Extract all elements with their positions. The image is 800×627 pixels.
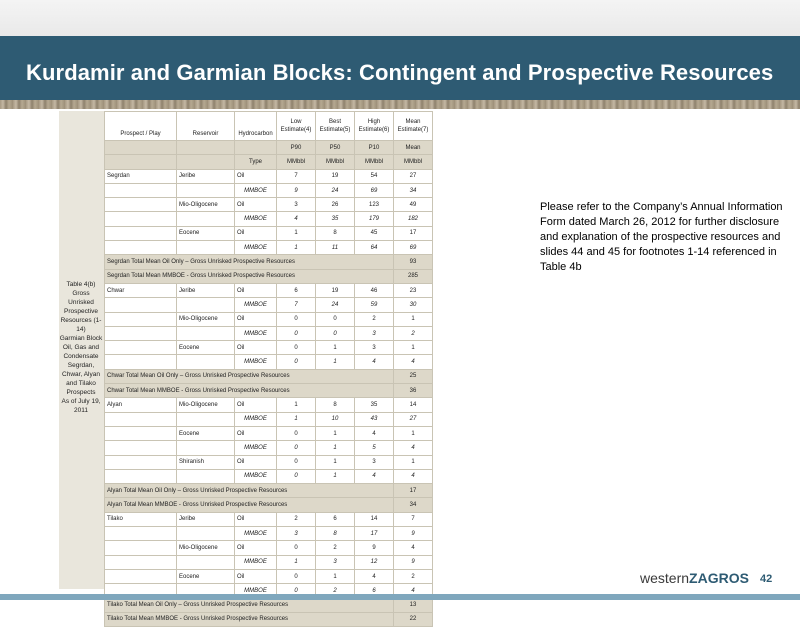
total-label: Segrdan Total Mean MMBOE - Gross Unrisked Prospective Resources bbox=[105, 269, 394, 283]
cell-value: 1 bbox=[277, 398, 316, 412]
cell-reservoir bbox=[177, 298, 235, 312]
cell-value: 7 bbox=[394, 512, 433, 526]
cell-value: 12 bbox=[355, 555, 394, 569]
total-label: Alyan Total Mean MMBOE - Gross Unrisked Prospective Resources bbox=[105, 498, 394, 512]
table-row bbox=[105, 298, 433, 312]
cell-value: 69 bbox=[394, 241, 433, 255]
side-label-line: Unrisked bbox=[68, 299, 94, 306]
type-label: Type bbox=[235, 155, 277, 169]
cell-value: 1 bbox=[316, 355, 355, 369]
total-row bbox=[105, 484, 433, 498]
total-value: 34 bbox=[394, 498, 433, 512]
cell-hydrocarbon: Oil bbox=[235, 341, 277, 355]
cell-value: 35 bbox=[316, 212, 355, 226]
cell-hydrocarbon: MMBOE bbox=[235, 183, 277, 197]
cell-value: 3 bbox=[355, 455, 394, 469]
total-value: 93 bbox=[394, 255, 433, 269]
col-header-mean: Mean Estimate(7) bbox=[394, 112, 433, 141]
cell-hydrocarbon: Oil bbox=[235, 198, 277, 212]
cell-value: 5 bbox=[355, 441, 394, 455]
table-row bbox=[105, 512, 433, 526]
cell-value: 1 bbox=[277, 226, 316, 240]
table-row bbox=[105, 426, 433, 440]
cell-prospect: Segrdan bbox=[105, 169, 177, 183]
cell-value: 1 bbox=[394, 341, 433, 355]
side-label-line: Segrdan, bbox=[67, 362, 95, 369]
prob-p10: P10 bbox=[355, 141, 394, 155]
col-header-high: High Estimate(6) bbox=[355, 112, 394, 141]
cell-reservoir bbox=[177, 212, 235, 226]
side-label-line: Table 4(b) bbox=[66, 281, 96, 288]
cell-value: 8 bbox=[316, 226, 355, 240]
cell-value: 49 bbox=[394, 198, 433, 212]
table-header-row bbox=[105, 112, 433, 141]
total-row bbox=[105, 612, 433, 626]
table-row bbox=[105, 198, 433, 212]
cell-hydrocarbon: Oil bbox=[235, 226, 277, 240]
cell-value: 1 bbox=[316, 469, 355, 483]
cell-reservoir bbox=[177, 241, 235, 255]
table-row bbox=[105, 241, 433, 255]
cell-value: 4 bbox=[394, 441, 433, 455]
cell-value: 6 bbox=[316, 512, 355, 526]
cell-reservoir: Shiranish bbox=[177, 455, 235, 469]
cell-prospect bbox=[105, 426, 177, 440]
cell-value: 3 bbox=[277, 527, 316, 541]
cell-value: 0 bbox=[277, 455, 316, 469]
unit-label: MMbbl bbox=[355, 155, 394, 169]
cell-reservoir: Mio-Oligocene bbox=[177, 312, 235, 326]
cell-hydrocarbon: Oil bbox=[235, 312, 277, 326]
cell-value: 4 bbox=[355, 355, 394, 369]
table-row bbox=[105, 555, 433, 569]
total-row bbox=[105, 598, 433, 612]
unit-label: MMbbl bbox=[277, 155, 316, 169]
cell-hydrocarbon: Oil bbox=[235, 283, 277, 297]
table-body bbox=[105, 169, 433, 627]
cell-value: 123 bbox=[355, 198, 394, 212]
cell-prospect bbox=[105, 555, 177, 569]
cell-value: 9 bbox=[394, 555, 433, 569]
col-header-prospect: Prospect / Play bbox=[105, 112, 177, 141]
cell-value: 2 bbox=[316, 584, 355, 598]
cell-prospect bbox=[105, 241, 177, 255]
table-row bbox=[105, 312, 433, 326]
cell-value: 1 bbox=[316, 455, 355, 469]
side-label-line: 14) bbox=[76, 326, 86, 333]
cell-value: 0 bbox=[316, 326, 355, 340]
cell-reservoir: Mio-Oligocene bbox=[177, 541, 235, 555]
cell-hydrocarbon: MMBOE bbox=[235, 584, 277, 598]
texture-strip bbox=[0, 100, 800, 109]
total-label: Chwar Total Mean MMBOE - Gross Unrisked Prospective Resources bbox=[105, 384, 394, 398]
total-label: Segrdan Total Mean Oil Only – Gross Unrisked Prospective Resources bbox=[105, 255, 394, 269]
cell-prospect bbox=[105, 341, 177, 355]
table-prob-row bbox=[105, 141, 433, 155]
cell-value: 3 bbox=[355, 326, 394, 340]
slide-title: Kurdamir and Garmian Blocks: Contingent and Prospective Resources bbox=[26, 60, 774, 85]
prob-p50: P50 bbox=[316, 141, 355, 155]
table-row bbox=[105, 341, 433, 355]
cell-reservoir bbox=[177, 469, 235, 483]
cell-value: 0 bbox=[277, 341, 316, 355]
cell-value: 24 bbox=[316, 183, 355, 197]
unit-label: MMbbl bbox=[316, 155, 355, 169]
col-header-reservoir: Reservoir bbox=[177, 112, 235, 141]
top-band bbox=[0, 0, 800, 36]
cell-value: 0 bbox=[277, 312, 316, 326]
cell-value: 34 bbox=[394, 183, 433, 197]
total-label: Tilako Total Mean Oil Only – Gross Unrisked Prospective Resources bbox=[105, 598, 394, 612]
cell-hydrocarbon: Oil bbox=[235, 569, 277, 583]
total-label: Chwar Total Mean Oil Only – Gross Unrisked Prospective Resources bbox=[105, 369, 394, 383]
cell-hydrocarbon: MMBOE bbox=[235, 241, 277, 255]
cell-reservoir: Mio-Oligocene bbox=[177, 398, 235, 412]
total-value: 22 bbox=[394, 612, 433, 626]
cell-hydrocarbon: Oil bbox=[235, 426, 277, 440]
cell-reservoir bbox=[177, 183, 235, 197]
cell-prospect: Alyan bbox=[105, 398, 177, 412]
cell-value: 4 bbox=[355, 469, 394, 483]
cell-reservoir: Jeribe bbox=[177, 169, 235, 183]
cell-value: 0 bbox=[316, 312, 355, 326]
cell-value: 45 bbox=[355, 226, 394, 240]
unit-label: MMbbl bbox=[394, 155, 433, 169]
cell-value: 9 bbox=[355, 541, 394, 555]
cell-value: 1 bbox=[277, 241, 316, 255]
table-row bbox=[105, 326, 433, 340]
cell-prospect bbox=[105, 569, 177, 583]
cell-hydrocarbon: MMBOE bbox=[235, 298, 277, 312]
cell-value: 14 bbox=[355, 512, 394, 526]
total-value: 13 bbox=[394, 598, 433, 612]
prob-mean: Mean bbox=[394, 141, 433, 155]
cell-prospect bbox=[105, 198, 177, 212]
cell-prospect bbox=[105, 312, 177, 326]
cell-value: 182 bbox=[394, 212, 433, 226]
cell-hydrocarbon: MMBOE bbox=[235, 469, 277, 483]
cell-prospect bbox=[105, 355, 177, 369]
cell-hydrocarbon: MMBOE bbox=[235, 326, 277, 340]
cell-reservoir bbox=[177, 555, 235, 569]
cell-value: 4 bbox=[394, 541, 433, 555]
side-label-line: Resources (1- bbox=[60, 317, 102, 324]
cell-prospect: Chwar bbox=[105, 283, 177, 297]
bottom-rule bbox=[0, 594, 800, 600]
total-value: 285 bbox=[394, 269, 433, 283]
cell-reservoir: Eocene bbox=[177, 341, 235, 355]
cell-value: 0 bbox=[277, 541, 316, 555]
cell-reservoir bbox=[177, 355, 235, 369]
cell-value: 6 bbox=[355, 584, 394, 598]
cell-value: 46 bbox=[355, 283, 394, 297]
cell-prospect bbox=[105, 441, 177, 455]
cell-value: 0 bbox=[277, 469, 316, 483]
cell-value: 4 bbox=[394, 584, 433, 598]
cell-prospect bbox=[105, 226, 177, 240]
cell-prospect bbox=[105, 298, 177, 312]
side-label-line: 2011 bbox=[74, 407, 88, 414]
cell-value: 30 bbox=[394, 298, 433, 312]
cell-value: 0 bbox=[277, 426, 316, 440]
cell-prospect bbox=[105, 469, 177, 483]
side-label-line: Garmian Block bbox=[59, 335, 103, 342]
cell-hydrocarbon: MMBOE bbox=[235, 555, 277, 569]
cell-value: 10 bbox=[316, 412, 355, 426]
cell-value: 1 bbox=[316, 426, 355, 440]
cell-value: 1 bbox=[316, 441, 355, 455]
cell-prospect bbox=[105, 212, 177, 226]
cell-reservoir bbox=[177, 441, 235, 455]
cell-value: 2 bbox=[277, 512, 316, 526]
cell-value: 7 bbox=[277, 169, 316, 183]
cell-value: 27 bbox=[394, 412, 433, 426]
cell-reservoir: Jeribe bbox=[177, 512, 235, 526]
cell-value: 2 bbox=[355, 312, 394, 326]
footnote-text: Please refer to the Company’s Annual Information Form dated March 26, 2012 for further disclosure and explanation of the prospective resources and slides 44 and 45 for footnotes 1-14 referenced in Table 4b bbox=[540, 201, 783, 273]
cell-value: 14 bbox=[394, 398, 433, 412]
cell-reservoir bbox=[177, 412, 235, 426]
cell-prospect bbox=[105, 326, 177, 340]
cell-value: 4 bbox=[277, 212, 316, 226]
side-label-line: Prospective bbox=[64, 308, 98, 315]
cell-hydrocarbon: Oil bbox=[235, 455, 277, 469]
total-row bbox=[105, 384, 433, 398]
total-value: 17 bbox=[394, 484, 433, 498]
side-label-line: Gross bbox=[72, 290, 90, 297]
cell-hydrocarbon: MMBOE bbox=[235, 412, 277, 426]
total-row bbox=[105, 255, 433, 269]
cell-value: 1 bbox=[316, 341, 355, 355]
side-label-line: and Tilako bbox=[66, 380, 96, 387]
table-row bbox=[105, 527, 433, 541]
table-row bbox=[105, 226, 433, 240]
cell-reservoir bbox=[177, 326, 235, 340]
table-row bbox=[105, 412, 433, 426]
total-label: Tilako Total Mean MMBOE - Gross Unrisked Prospective Resources bbox=[105, 612, 394, 626]
cell-reservoir: Eocene bbox=[177, 226, 235, 240]
table-row bbox=[105, 283, 433, 297]
cell-reservoir bbox=[177, 527, 235, 541]
cell-value: 1 bbox=[277, 555, 316, 569]
cell-hydrocarbon: MMBOE bbox=[235, 212, 277, 226]
page-number: 42 bbox=[760, 573, 773, 585]
cell-value: 27 bbox=[394, 169, 433, 183]
cell-value: 179 bbox=[355, 212, 394, 226]
cell-value: 0 bbox=[277, 326, 316, 340]
cell-hydrocarbon: Oil bbox=[235, 169, 277, 183]
total-row bbox=[105, 269, 433, 283]
cell-value: 17 bbox=[355, 527, 394, 541]
cell-value: 0 bbox=[277, 584, 316, 598]
cell-value: 9 bbox=[394, 527, 433, 541]
cell-prospect bbox=[105, 412, 177, 426]
logo-part-western: western bbox=[640, 570, 690, 586]
col-header-low: Low Estimate(4) bbox=[277, 112, 316, 141]
cell-value: 0 bbox=[277, 355, 316, 369]
cell-value: 19 bbox=[316, 283, 355, 297]
prob-p90: P90 bbox=[277, 141, 316, 155]
col-header-best: Best Estimate(5) bbox=[316, 112, 355, 141]
resources-table bbox=[104, 111, 433, 627]
cell-prospect bbox=[105, 455, 177, 469]
table-row bbox=[105, 441, 433, 455]
cell-value: 0 bbox=[277, 441, 316, 455]
cell-hydrocarbon: MMBOE bbox=[235, 527, 277, 541]
cell-hydrocarbon: MMBOE bbox=[235, 355, 277, 369]
cell-prospect bbox=[105, 527, 177, 541]
cell-value: 3 bbox=[316, 555, 355, 569]
logo-part-zagros: ZAGROS bbox=[689, 570, 749, 586]
cell-value: 23 bbox=[394, 283, 433, 297]
cell-value: 0 bbox=[277, 569, 316, 583]
cell-value: 54 bbox=[355, 169, 394, 183]
cell-value: 3 bbox=[355, 341, 394, 355]
table-row bbox=[105, 398, 433, 412]
cell-hydrocarbon: Oil bbox=[235, 512, 277, 526]
cell-value: 2 bbox=[316, 541, 355, 555]
table-row bbox=[105, 355, 433, 369]
cell-hydrocarbon: Oil bbox=[235, 541, 277, 555]
total-value: 36 bbox=[394, 384, 433, 398]
total-label: Alyan Total Mean Oil Only – Gross Unrisked Prospective Resources bbox=[105, 484, 394, 498]
table-row bbox=[105, 183, 433, 197]
cell-value: 4 bbox=[394, 469, 433, 483]
cell-prospect bbox=[105, 541, 177, 555]
side-label-line: Oil, Gas and bbox=[62, 344, 100, 351]
cell-value: 26 bbox=[316, 198, 355, 212]
table-units-row bbox=[105, 155, 433, 169]
cell-prospect bbox=[105, 183, 177, 197]
cell-hydrocarbon: Oil bbox=[235, 398, 277, 412]
cell-prospect: Tilako bbox=[105, 512, 177, 526]
company-logo bbox=[640, 570, 749, 586]
total-row bbox=[105, 498, 433, 512]
cell-value: 4 bbox=[394, 355, 433, 369]
table-row bbox=[105, 212, 433, 226]
cell-value: 8 bbox=[316, 398, 355, 412]
cell-value: 11 bbox=[316, 241, 355, 255]
total-row bbox=[105, 369, 433, 383]
side-label-line: Chwar, Alyan bbox=[62, 371, 100, 378]
cell-reservoir: Jeribe bbox=[177, 283, 235, 297]
cell-reservoir: Mio-Oligocene bbox=[177, 198, 235, 212]
cell-value: 1 bbox=[394, 455, 433, 469]
cell-hydrocarbon: MMBOE bbox=[235, 441, 277, 455]
side-label-line: Condensate bbox=[63, 353, 99, 360]
cell-value: 35 bbox=[355, 398, 394, 412]
cell-value: 1 bbox=[316, 569, 355, 583]
cell-value: 9 bbox=[277, 183, 316, 197]
cell-value: 64 bbox=[355, 241, 394, 255]
table-side-label bbox=[59, 280, 103, 415]
total-value: 25 bbox=[394, 369, 433, 383]
cell-value: 8 bbox=[316, 527, 355, 541]
cell-reservoir: Eocene bbox=[177, 426, 235, 440]
cell-value: 6 bbox=[277, 283, 316, 297]
cell-value: 69 bbox=[355, 183, 394, 197]
table-row bbox=[105, 169, 433, 183]
cell-value: 4 bbox=[355, 426, 394, 440]
col-header-hydrocarbon: Hydrocarbon bbox=[235, 112, 277, 141]
side-label-line: Prospects bbox=[66, 389, 96, 396]
table-row bbox=[105, 469, 433, 483]
cell-value: 1 bbox=[394, 312, 433, 326]
cell-value: 7 bbox=[277, 298, 316, 312]
cell-reservoir: Eocene bbox=[177, 569, 235, 583]
cell-value: 24 bbox=[316, 298, 355, 312]
table-row bbox=[105, 455, 433, 469]
cell-value: 1 bbox=[277, 412, 316, 426]
cell-value: 4 bbox=[355, 569, 394, 583]
cell-value: 17 bbox=[394, 226, 433, 240]
table-row bbox=[105, 569, 433, 583]
cell-value: 43 bbox=[355, 412, 394, 426]
side-label-line: As of July 19, bbox=[61, 398, 101, 405]
cell-value: 1 bbox=[394, 426, 433, 440]
cell-value: 2 bbox=[394, 326, 433, 340]
table-row bbox=[105, 541, 433, 555]
cell-value: 59 bbox=[355, 298, 394, 312]
cell-value: 2 bbox=[394, 569, 433, 583]
cell-value: 3 bbox=[277, 198, 316, 212]
cell-value: 19 bbox=[316, 169, 355, 183]
